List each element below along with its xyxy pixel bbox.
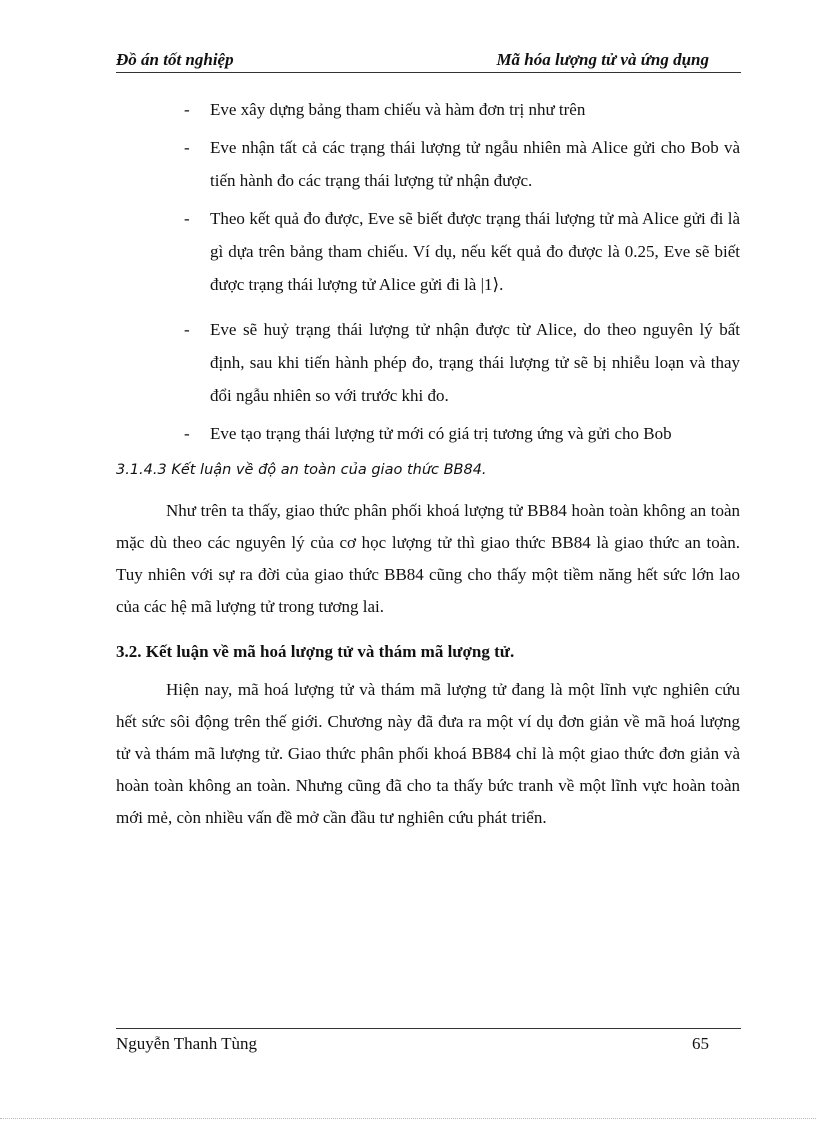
page-number: 65 [692,1034,709,1053]
summary-paragraph: Hiện nay, mã hoá lượng tử và thám mã lượng tử đang là một lĩnh vực nghiên cứu hết sức sôi động trên thế giới. Chương này đã đưa ra một ví dụ đơn giản về mã hoá lượng tử và thám mã lượng tử. Giao thức phân phối khoá BB84 chỉ là một giao thức đơn giản và hoàn toàn không an toàn. Nhưng cũng đã cho ta thấy bức tranh về một lĩnh vực hoàn toàn mới mẻ, còn nhiều vấn đề mở cần đầu tư nghiên cứu phát triển. [116,680,740,827]
bullet-text: Eve sẽ huỷ trạng thái lượng tử nhận được từ Alice, do theo nguyên lý bất định, sau khi tiến hành phép đo, trạng thái lượng tử sẽ bị nhiễu loạn và thay đổi ngẫu nhiên so với trước khi đo. [210,320,740,405]
page-edge-divider [0,1118,816,1119]
conclusion-paragraph: Như trên ta thấy, giao thức phân phối khoá lượng tử BB84 hoàn toàn không an toàn mặc dù theo các nguyên lý của cơ học lượng tử thì giao thức BB84 là giao thức an toàn. Tuy nhiên với sự ra đời của giao thức BB84 cũng cho thấy một tiềm năng hết sức lớn lao của các hệ mã lượng tử trong tương lai. [116,501,740,616]
list-item [184,313,740,412]
page-header [116,50,741,73]
list-item [184,93,740,126]
list-item [184,417,740,450]
subsection-heading: 3.1.4.3 Kết luận về độ an toàn của giao thức BB84. [116,462,487,478]
list-item [184,131,740,197]
bullet-marker: - [184,100,190,119]
bullet-marker: - [184,320,190,339]
bullet-marker: - [184,138,190,157]
bullet-text: Eve nhận tất cả các trạng thái lượng tử ngẫu nhiên mà Alice gửi cho Bob và tiến hành đo các trạng thái lượng tử nhận được. [210,138,740,190]
header-title-right: Mã hóa lượng tử và ứng dụng [496,50,709,69]
bullet-list [184,93,740,455]
page-footer [116,1028,741,1053]
bullet-text: Theo kết quả đo được, Eve sẽ biết được trạng thái lượng tử mà Alice gửi đi là gì dựa trên bảng tham chiếu. Ví dụ, nếu kết quả đo được là 0.25, Eve sẽ biết được trạng thái lượng tử Alice gửi đi là |1⟩. [210,209,740,294]
list-item [184,202,740,301]
bullet-text: Eve xây dựng bảng tham chiếu và hàm đơn trị như trên [210,100,586,119]
bullet-text: Eve tạo trạng thái lượng tử mới có giá trị tương ứng và gửi cho Bob [210,424,672,443]
author-name: Nguyễn Thanh Tùng [116,1034,258,1053]
header-title-left: Đồ án tốt nghiệp [116,50,234,69]
section-heading: 3.2. Kết luận về mã hoá lượng tử và thám mã lượng tử. [116,642,515,661]
bullet-marker: - [184,424,190,443]
bullet-marker: - [184,209,190,228]
